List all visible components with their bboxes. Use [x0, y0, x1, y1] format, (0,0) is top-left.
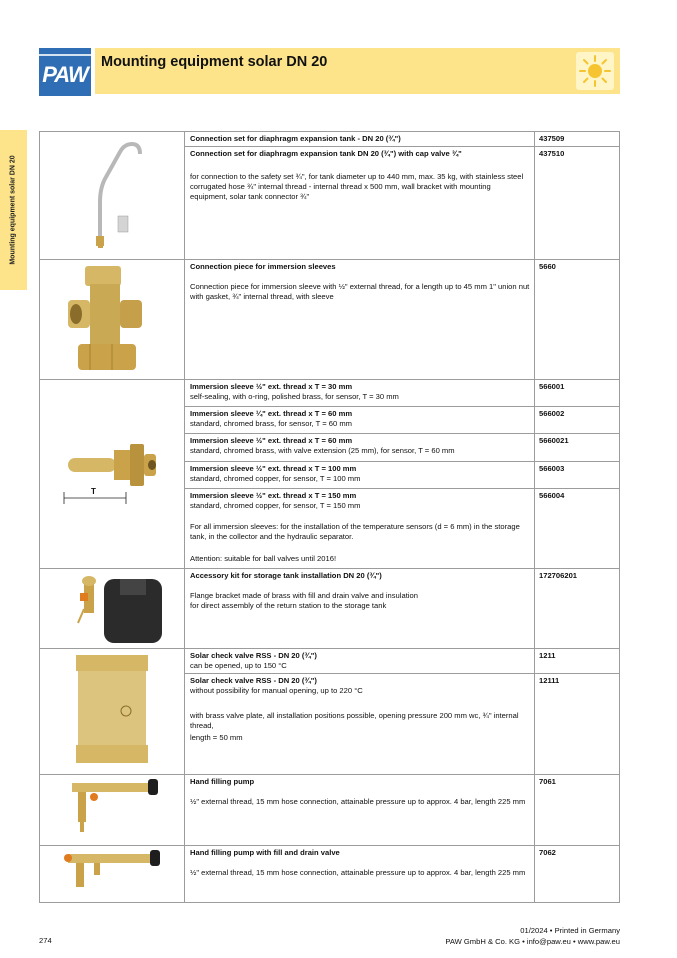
product-subtitle: can be opened, up to 150 °C	[190, 661, 287, 670]
product-description-length: length = 50 mm	[190, 733, 243, 742]
product-description-line1: Flange bracket made of brass with fill and drain valve and insulation	[190, 591, 418, 600]
product-number: 12111	[539, 676, 560, 685]
product-title: Immersion sleeve ¼" ext. thread x T = 60 mm	[190, 409, 353, 418]
product-row-check-valve	[40, 648, 619, 774]
product-image-hand-pump-valve	[40, 846, 185, 902]
product-entry-437509	[185, 132, 619, 146]
product-image-hand-pump	[40, 775, 185, 845]
product-description: for connection to the safety set ¾", for tank diameter up to 440 mm, max. 35 kg, with stainless steel corrugated hose ¾" internal thread - internal thread x 500 mm, wall bracket with mounting equipment, solar tank connector ¾"	[190, 172, 524, 201]
product-row-connection-piece	[40, 259, 619, 379]
product-description: with brass valve plate, all installation positions possible, opening pressure 200 mm wc, ¾" internal thread,	[190, 711, 519, 730]
product-entry-7061	[185, 775, 619, 846]
product-image-immersion-sleeve	[40, 380, 185, 568]
product-image-accessory-kit	[40, 569, 185, 648]
product-number: 7062	[539, 848, 556, 857]
product-number: 437510	[539, 149, 565, 158]
product-number: 566004	[539, 491, 565, 500]
product-table	[39, 131, 620, 903]
product-subtitle: self-sealing, with o-ring, polished brass, for sensor, T = 30 mm	[190, 392, 399, 401]
product-image-check-valve	[40, 649, 185, 774]
product-description: ½" external thread, 15 mm hose connection, attainable pressure up to approx. 4 bar, length 225 mm	[190, 868, 526, 877]
product-row-immersion-sleeves	[40, 379, 619, 568]
logo-stripe	[39, 54, 91, 56]
product-subtitle: standard, chromed brass, with valve extension (25 mm), for sensor, T = 60 mm	[190, 446, 455, 455]
product-image-connection-set	[40, 132, 185, 259]
product-subtitle: standard, chromed copper, for sensor, T = 150 mm	[190, 501, 361, 510]
product-entry-566003	[185, 461, 619, 488]
product-number: 5660	[539, 262, 556, 271]
product-number: 7061	[539, 777, 556, 786]
footer-company: PAW GmbH & Co. KG • info@paw.eu • www.paw.eu	[445, 937, 620, 946]
product-entry-437510	[185, 146, 619, 259]
logo-text: PAW	[42, 62, 88, 87]
product-subtitle: standard, chromed brass, for sensor, T = 60 mm	[190, 419, 353, 428]
product-title: Connection piece for immersion sleeves	[190, 262, 336, 271]
product-subtitle: without possibility for manual opening, up to 220 °C	[190, 686, 363, 695]
product-number: 566003	[539, 464, 565, 473]
product-title: Hand filling pump with fill and drain valve	[190, 848, 340, 857]
product-description-line2: for direct assembly of the return station to the storage tank	[190, 601, 387, 610]
product-number: 566002	[539, 409, 565, 418]
side-tab	[0, 130, 27, 290]
product-entry-5660021	[185, 433, 619, 461]
product-row-accessory-kit	[40, 568, 619, 648]
product-number: 5660021	[539, 436, 569, 445]
product-number: 172706201	[539, 571, 578, 580]
product-row-hand-pump-valve	[40, 845, 619, 902]
product-row-hand-pump	[40, 774, 619, 845]
header-band	[95, 48, 620, 94]
product-entry-566002	[185, 406, 619, 433]
side-tab-label: Mounting equipment solar DN 20	[9, 155, 17, 265]
product-title: Immersion sleeve ½" ext. thread x T = 60 mm	[190, 436, 353, 445]
product-title: Immersion sleeve ½" ext. thread x T = 30 mm	[190, 382, 353, 391]
product-entry-5660	[185, 260, 619, 380]
product-title: Immersion sleeve ½" ext. thread x T = 150 mm	[190, 491, 357, 500]
product-title: Solar check valve RSS - DN 20 (¾")	[190, 676, 317, 685]
product-title: Connection set for diaphragm expansion tank DN 20 (¾") with cap valve ¾"	[190, 149, 462, 158]
product-title: Immersion sleeve ½" ext. thread x T = 100 mm	[190, 464, 357, 473]
product-number: 566001	[539, 382, 565, 391]
product-entry-1211	[185, 649, 619, 673]
dimension-label: T	[91, 487, 96, 496]
product-number: 1211	[539, 651, 556, 660]
product-title: Solar check valve RSS - DN 20 (¾")	[190, 651, 317, 660]
product-subtitle: standard, chromed copper, for sensor, T = 100 mm	[190, 474, 361, 483]
sun-icon	[576, 52, 614, 90]
product-number: 437509	[539, 134, 565, 143]
product-description: ½" external thread, 15 mm hose connection, attainable pressure up to approx. 4 bar, length 225 mm	[190, 797, 526, 806]
footer-info	[445, 925, 620, 947]
product-title: Hand filling pump	[190, 777, 255, 786]
product-description: Connection piece for immersion sleeve with ½" external thread, for a length up to 45 mm 1" union nut with gasket, ¾" internal thread, with sleeve	[190, 282, 530, 301]
product-attention-note: Attention: suitable for ball valves until 2016!	[190, 554, 337, 563]
product-description: For all immersion sleeves: for the installation of the temperature sensors (d = 6 mm) in the storage tank, in the collector and the hydraulic separator.	[190, 522, 520, 541]
paw-logo	[39, 48, 91, 96]
product-entry-566001	[185, 380, 619, 406]
page-number: 274	[39, 936, 52, 945]
product-title: Accessory kit for storage tank installation DN 20 (¾")	[190, 571, 382, 580]
page-title: Mounting equipment solar DN 20	[101, 54, 328, 70]
footer-printed: 01/2024 • Printed in Germany	[520, 926, 620, 935]
product-title: Connection set for diaphragm expansion tank - DN 20 (¾")	[190, 134, 401, 143]
product-row-expansion-tank	[40, 132, 619, 259]
product-image-connection-piece	[40, 260, 185, 379]
